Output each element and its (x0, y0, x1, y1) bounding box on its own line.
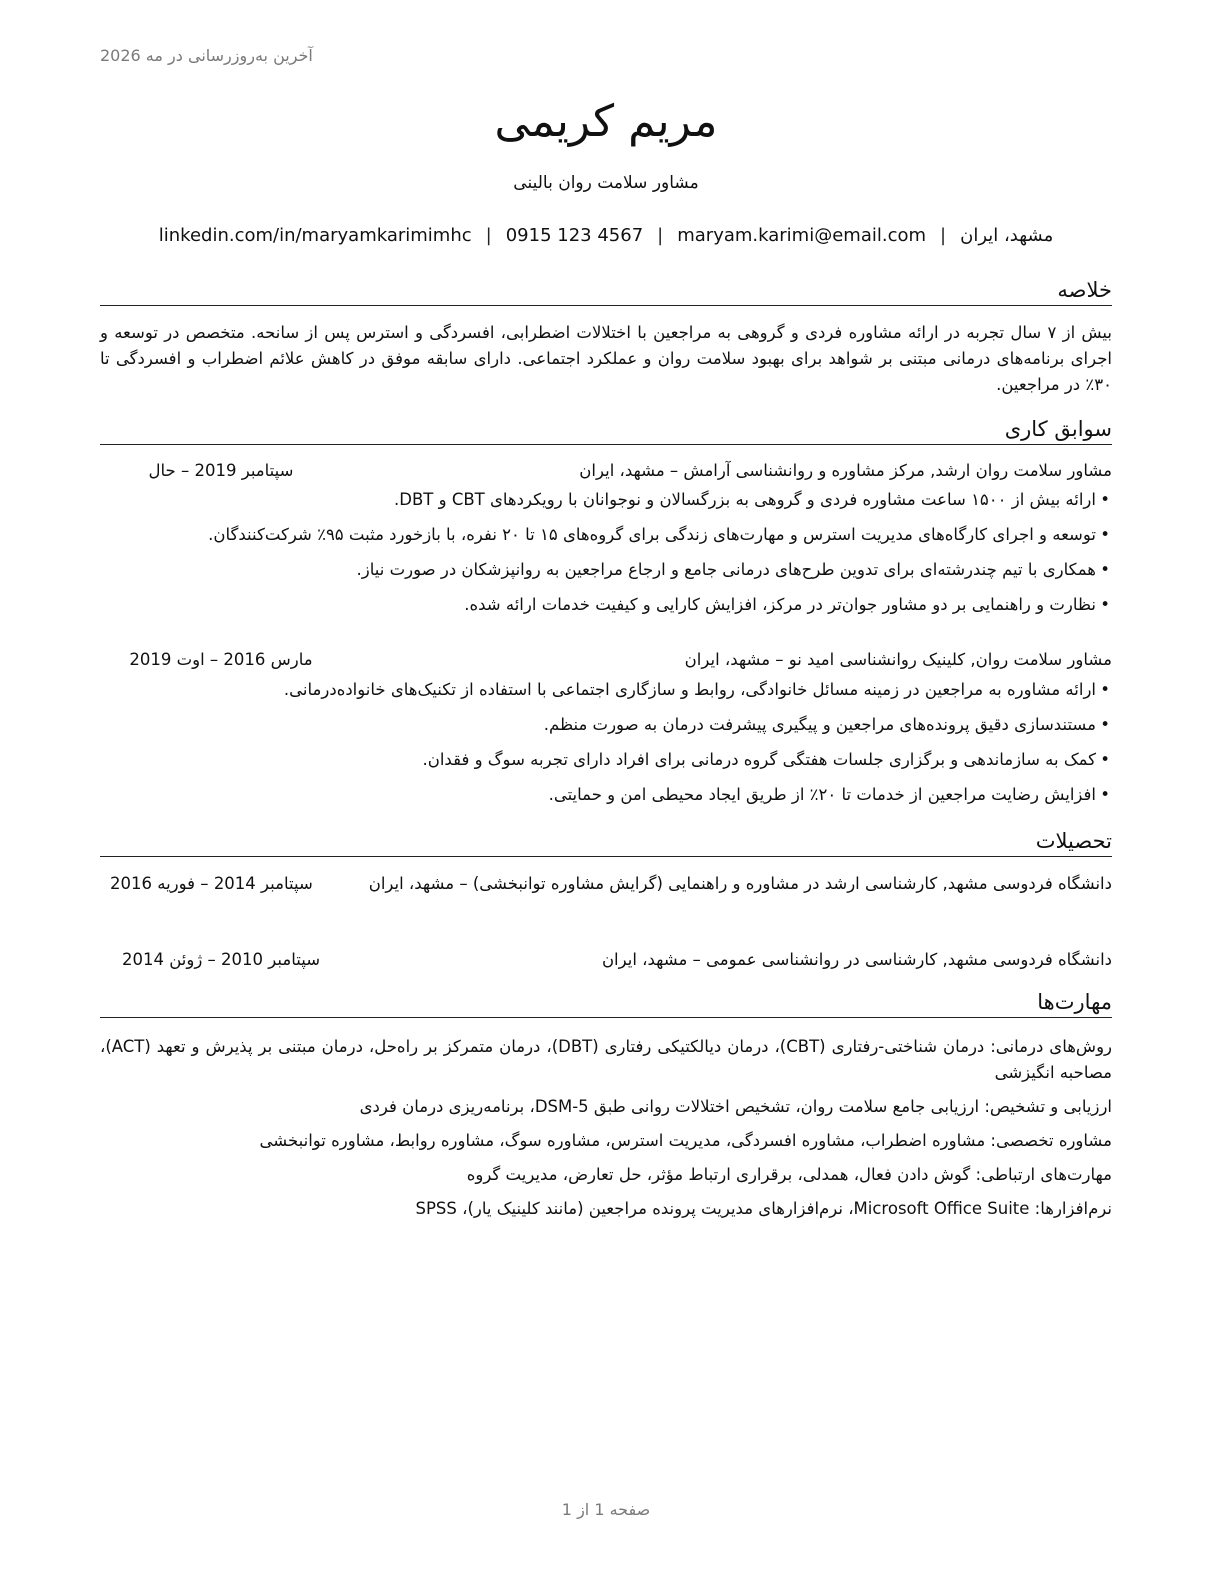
skill-line: مهارت‌های ارتباطی: گوش دادن فعال، همدلی، برقراری ارتباط مؤثر، حل تعارض، مدیریت گروه (466, 1165, 1112, 1184)
candidate-name: مریم کریمی (494, 96, 718, 147)
contact-linkedin[interactable]: linkedin.com/in/maryamkarimimhc (158, 225, 472, 246)
job-bullet: • توسعه و اجرای کارگاه‌های مدیریت استرس و مهارت‌های زندگی برای گروه‌های ۱۵ تا ۲۰ نفره، با بازخورد مثبت ۹۵٪ شرکت‌کنندگان. (100, 522, 1112, 557)
last-updated-text: آخرین به‌روزرسانی در مه 2026 (100, 46, 313, 65)
job-bullet: • نظارت و راهنمایی بر دو مشاور جوان‌تر در مرکز، افزایش کارایی و کیفیت خدمات ارائه شده. (100, 592, 1112, 627)
job-bullet: • ارائه مشاوره به مراجعین در زمینه مسائل خانوادگی، روابط و سازگاری اجتماعی با استفاده از تکنیک‌های خانواده‌درمانی. (100, 677, 1112, 712)
job-title: مشاور سلامت روان ارشد, مرکز مشاوره و روانشناسی آرامش – مشهد، ایران (579, 461, 1112, 480)
job-bullet: • کمک به سازماندهی و برگزاری جلسات هفتگی گروه درمانی برای افراد دارای تجربه سوگ و فقدان. (100, 747, 1112, 782)
contact-phone[interactable]: 0915 123 4567 (505, 225, 644, 246)
skills-heading: مهارت‌ها (100, 988, 1112, 1018)
job-dates: مارس 2016 – اوت 2019 (129, 650, 313, 669)
education-item (100, 871, 1112, 897)
job-bullets (100, 677, 1112, 817)
summary-text: بیش از ۷ سال تجربه در ارائه مشاوره فردی و گروهی به مراجعین با اختلالات اضطرابی، افسردگی و استرس پس از سانحه. متخصص در توسعه و اجرای برنامه‌های درمانی مبتنی بر شواهد برای بهبود سلامت روان و عملکرد اجتماعی. دارای سابقه موفق در کاهش علائم اضطراب و افسردگی تا ۳۰٪ در مراجعین. (100, 323, 1113, 394)
job-header (100, 647, 1112, 673)
job-bullet: • ارائه بیش از ۱۵۰۰ ساعت مشاوره فردی و گروهی به بزرگسالان و نوجوانان با رویکردهای CBT و DBT. (100, 487, 1112, 522)
contact-line (100, 222, 1112, 250)
summary-heading: خلاصه (100, 276, 1112, 306)
job-title: مشاور سلامت روان, کلینیک روانشناسی امید نو – مشهد، ایران (684, 650, 1112, 669)
contact-location: مشهد، ایران (960, 225, 1054, 246)
job-bullet: • همکاری با تیم چندرشته‌ای برای تدوین طرح‌های درمانی جامع و ارجاع مراجعین به روانپزشکان در صورت نیاز. (100, 557, 1112, 592)
job-dates: سپتامبر 2019 – حال (148, 461, 294, 480)
job-bullet: • مستندسازی دقیق پرونده‌های مراجعین و پیگیری پیشرفت درمان به صورت منظم. (100, 712, 1112, 747)
education-heading: تحصیلات (100, 827, 1112, 857)
skill-line: نرم‌افزارها: Microsoft Office Suite، نرم‌افزارهای مدیریت پرونده مراجعین (مانند کلینیک یار)، SPSS (415, 1199, 1112, 1218)
page-number: صفحه 1 از 1 (561, 1500, 651, 1519)
skill-line: روش‌های درمانی: درمان شناختی-رفتاری (CBT)، درمان دیالکتیکی رفتاری (DBT)، درمان متمرکز بر راه‌حل، درمان مبتنی بر پذیرش و تعهد (ACT)، مصاحبه انگیزشی (100, 1037, 1112, 1082)
education-dates: سپتامبر 2010 – ژوئن 2014 (121, 950, 321, 969)
contact-separator: | (657, 225, 664, 246)
candidate-subtitle: مشاور سلامت روان بالینی (513, 173, 699, 193)
contact-separator: | (485, 225, 492, 246)
education-dates: سپتامبر 2014 – فوریه 2016 (110, 871, 319, 897)
experience-heading: سوابق کاری (100, 415, 1112, 445)
skill-line: ارزیابی و تشخیص: ارزیابی جامع سلامت روان، تشخیص اختلالات روانی طبق DSM-5، برنامه‌ریزی درمان فردی (359, 1097, 1112, 1116)
skill-line: مشاوره تخصصی: مشاوره اضطراب، مشاوره افسردگی، مدیریت استرس، مشاوره سوگ، مشاوره روابط، مشاوره توانبخشی (259, 1131, 1112, 1150)
resume-page (100, 0, 1112, 1584)
job-header (100, 458, 1112, 484)
education-text: دانشگاه فردوسی مشهد, کارشناسی در روانشناسی عمومی – مشهد، ایران (601, 950, 1112, 969)
education-item (100, 947, 1112, 973)
contact-separator: | (940, 225, 947, 246)
contact-email[interactable]: maryam.karimi@email.com (677, 225, 927, 246)
education-text: دانشگاه فردوسی مشهد, کارشناسی ارشد در مشاوره و راهنمایی (گرایش مشاوره توانبخشی) – مشهد، ایران (368, 874, 1112, 893)
job-bullets (100, 487, 1112, 627)
job-bullet: • افزایش رضایت مراجعین از خدمات تا ۲۰٪ از طریق ایجاد محیطی امن و حمایتی. (100, 782, 1112, 817)
